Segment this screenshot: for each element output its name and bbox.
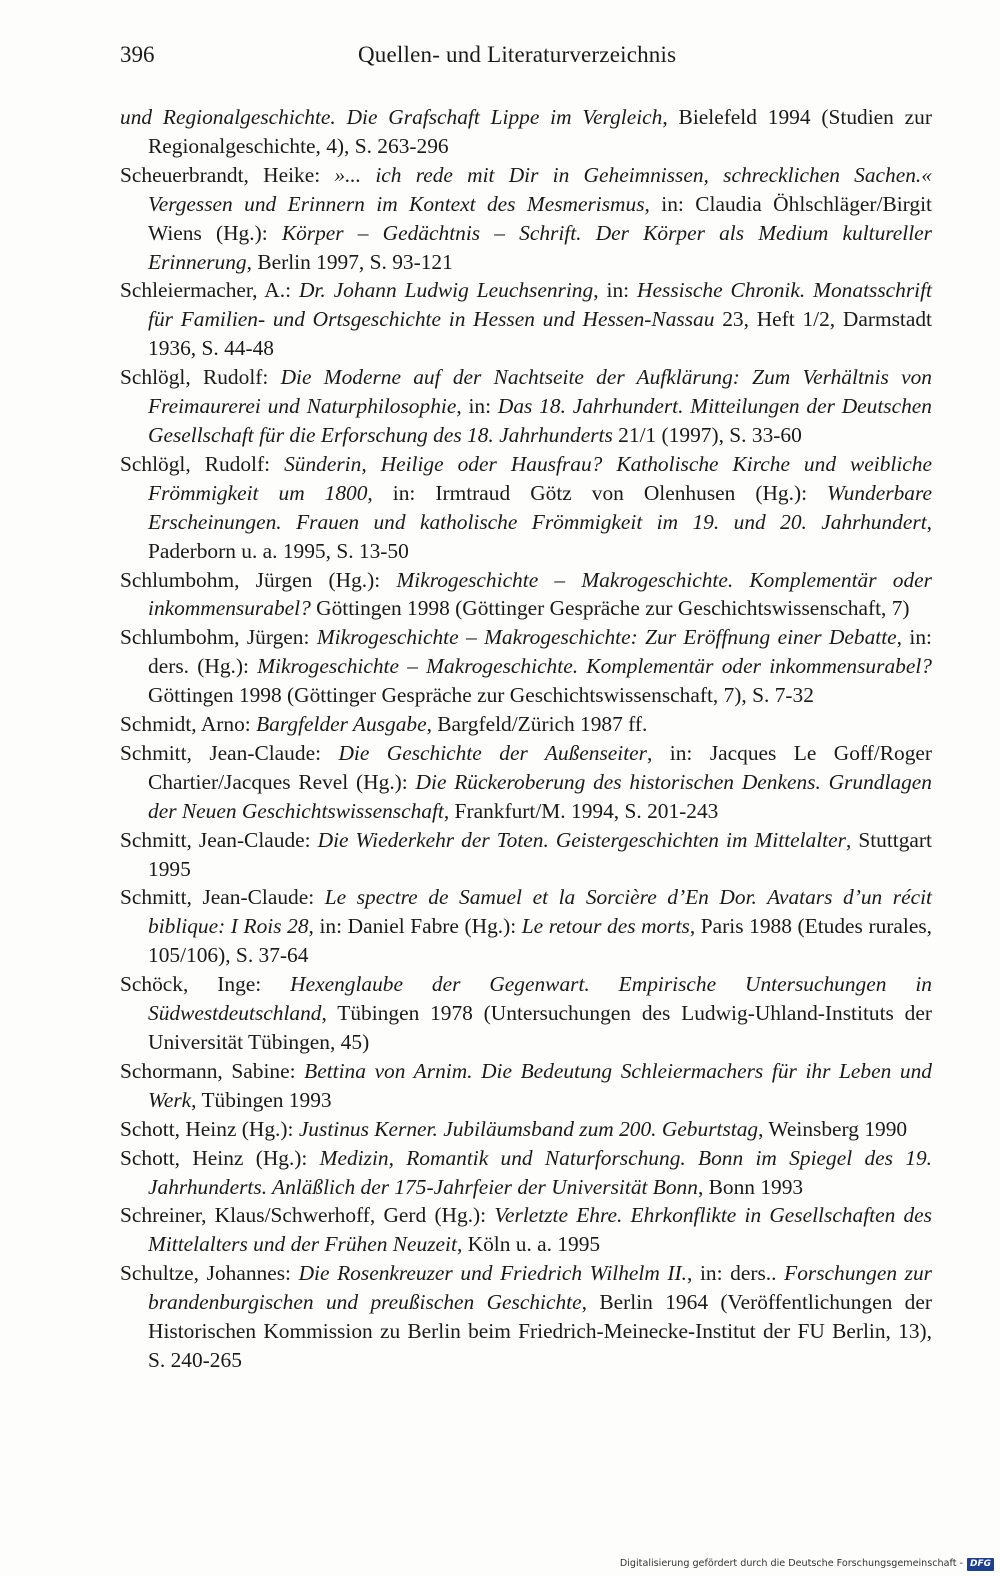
entry-text: Schmitt, Jean-Claude: — [120, 827, 318, 852]
bibliography-entry — [120, 710, 932, 739]
entry-text: Göttingen 1998 (Göttinger Gespräche zur Geschichtswissenschaft, 7), S. 7-32 — [148, 683, 814, 708]
entry-text: , Weinsberg 1990 — [758, 1116, 908, 1141]
entry-title-text: »... ich rede mit Dir in Geheimnissen, schrecklichen Sachen.« Vergessen und Erinnern im Kontext des Mesmerismus — [148, 162, 932, 216]
bibliography-entry — [120, 970, 932, 1057]
entry-text: , Paris 1988 (Etudes rurales, 105/106), S. 37-64 — [148, 914, 932, 968]
entry-title-text: Körper – Gedächtnis – Schrift. Der Körper als Medium kultureller Erinnerung — [148, 220, 933, 274]
entry-title-text: Wunderbare Erscheinungen. Frauen und katholische Frömmigkeit im 19. und 20. Jahrhundert — [148, 480, 932, 534]
page-header — [120, 38, 932, 72]
entry-text: Scheuerbrandt, Heike: — [120, 162, 335, 187]
footer-text: Digitalisierung gefördert durch die Deutsche Forschungsgemeinschaft - — [619, 1558, 963, 1569]
entry-title-text: Le retour des morts — [521, 914, 690, 939]
entry-text: Schultze, Johannes: — [120, 1261, 299, 1286]
entry-text: , in: — [593, 278, 638, 303]
entry-title-text: Bargfelder Ausgabe — [256, 712, 427, 737]
entry-text: Schott, Heinz (Hg.): — [120, 1145, 320, 1170]
entry-text: , in: Irmtraud Götz von Olenhusen (Hg.): — [367, 480, 828, 505]
entry-title-text: Das 18. Jahrhundert. Mitteilungen der Deutschen Gesellschaft für die Erforschung des 18. Jahrhunderts — [148, 394, 932, 447]
entry-title-text: Verletzte Ehre. Ehrkonflikte in Gesellschaften des Mittelalters und der Frühen Neuzeit — [148, 1203, 932, 1257]
entry-text: Schreiner, Klaus/Schwerhoff, Gerd (Hg.): — [120, 1203, 495, 1228]
bibliography-entry — [120, 739, 932, 826]
entry-text: , Bielefeld 1994 (Studien zur Regionalgeschichte, 4), S. 263-296 — [148, 105, 932, 158]
entry-text: Schleiermacher, A.: — [120, 278, 299, 303]
entry-text: , Berlin 1997, S. 93-121 — [246, 249, 453, 274]
entry-text: Schmidt, Arno: — [120, 712, 257, 737]
entry-text: , Tübingen 1993 — [191, 1087, 332, 1112]
entry-title-text: Hexenglaube der Gegenwart. Empirische Untersuchungen in Südwestdeutschland — [148, 972, 932, 1026]
entry-text: , in: — [456, 394, 498, 419]
bibliography-entry — [120, 450, 932, 566]
entry-title-text: Die Rosenkreuzer und Friedrich Wilhelm II. — [298, 1261, 687, 1286]
bibliography-entry — [120, 623, 932, 710]
entry-text: Schott, Heinz (Hg.): — [120, 1116, 299, 1141]
entry-text: Schlögl, Rudolf: — [120, 451, 285, 476]
entry-text: , Paderborn u. a. 1995, S. 13-50 — [148, 509, 932, 563]
entry-text: Schöck, Inge: — [120, 972, 291, 997]
entry-text: Schlumbohm, Jürgen (Hg.): — [120, 567, 397, 592]
bibliography-entry — [120, 161, 932, 277]
entry-title-text: Mikrogeschichte – Makrogeschichte: Zur Eröffnung einer Debatte — [316, 625, 897, 650]
entry-text: , Bonn 1993 — [697, 1174, 804, 1199]
entry-text: , in: Claudia Öhlschläger/Birgit Wiens (Hg.): — [148, 191, 933, 245]
entry-text: 21/1 (1997), S. 33-60 — [612, 422, 802, 447]
entry-text: Schlögl, Rudolf: — [120, 365, 281, 390]
entry-title-text: und Regionalgeschichte. Die Grafschaft Lippe im Vergleich — [120, 105, 663, 129]
bibliography-entry — [120, 826, 932, 884]
bibliography-entry — [120, 363, 932, 450]
entry-text: , Köln u. a. 1995 — [456, 1232, 601, 1257]
bibliography-entry — [120, 1144, 932, 1202]
entry-title-text: Die Geschichte der Außenseiter — [338, 740, 647, 765]
entry-text: , Berlin 1964 (Veröffentlichungen der Historischen Kommission zu Berlin beim Friedrich-Meinecke-Institut der FU Berlin, 13), S. 240-265 — [148, 1290, 932, 1372]
entry-title-text: Die Moderne auf der Nachtseite der Aufklärung: Zum Verhältnis von Freimaurerei und Naturphilosophie — [148, 365, 932, 419]
entry-text: , in: Daniel Fabre (Hg.): — [308, 914, 522, 939]
entry-text: , in: ders. (Hg.): — [148, 625, 933, 679]
page-number: 396 — [120, 42, 155, 67]
entry-title-text: Mikrogeschichte – Makrogeschichte. Komplementär oder inkommensurabel? — [148, 567, 932, 621]
entry-title-text: Bettina von Arnim. Die Bedeutung Schleiermachers für ihr Leben und Werk — [148, 1058, 932, 1112]
bibliography-list — [120, 103, 932, 1375]
entry-title-text: Forschungen zur brandenburgischen und preußischen Geschichte — [148, 1261, 932, 1315]
running-head: Quellen- und Literaturverzeichnis — [358, 42, 677, 67]
entry-text: Schmitt, Jean-Claude: — [120, 740, 339, 765]
digitization-footer — [620, 1556, 994, 1572]
bibliography-entry — [120, 1115, 932, 1144]
dfg-logo: DFG — [967, 1558, 994, 1571]
entry-text: , Stuttgart 1995 — [148, 827, 932, 881]
entry-text: , in: ders.. — [687, 1261, 785, 1286]
bibliography-entry — [120, 1259, 932, 1375]
entry-text: , Tübingen 1978 (Untersuchungen des Ludwig-Uhland-Instituts der Universität Tübingen, 45) — [148, 1001, 932, 1054]
entry-text: Schmitt, Jean-Claude: — [120, 885, 325, 910]
bibliography-entry — [120, 883, 932, 970]
entry-text: Schormann, Sabine: — [120, 1058, 305, 1083]
entry-title-text: Dr. Johann Ludwig Leuchsenring — [298, 278, 594, 303]
entry-title-text: Medizin, Romantik und Naturforschung. Bonn im Spiegel des 19. Jahrhunderts. Anläßlich der 175-Jahrfeier der Universität Bonn — [148, 1145, 932, 1199]
entry-text: , Bargfeld/Zürich 1987 ff. — [426, 712, 648, 737]
bibliography-entry — [120, 1201, 932, 1259]
bibliography-entry — [120, 566, 932, 624]
entry-title-text: Die Rückeroberung des historischen Denkens. Grundlagen der Neuen Geschichtswissenschaft — [148, 769, 932, 823]
entry-text: Göttingen 1998 (Göttinger Gespräche zur Geschichtswissenschaft, 7) — [310, 596, 910, 621]
entry-text: , Frankfurt/M. 1994, S. 201-243 — [443, 798, 719, 823]
entry-title-text: Justinus Kerner. Jubiläumsband zum 200. Geburtstag — [298, 1116, 759, 1141]
bibliography-entry — [120, 103, 932, 161]
bibliography-entry — [120, 1057, 932, 1115]
entry-text: 23, Heft 1/2, Darmstadt 1936, S. 44-48 — [148, 307, 933, 361]
entry-title-text: Hessische Chronik. Monatsschrift für Familien- und Ortsgeschichte in Hessen und Hessen-Nassau — [148, 278, 932, 332]
entry-text: , in: Jacques Le Goff/Roger Chartier/Jacques Revel (Hg.): — [148, 740, 933, 794]
entry-title-text: Die Wiederkehr der Toten. Geistergeschichten im Mittelalter — [317, 827, 846, 852]
entry-title-text: Mikrogeschichte – Makrogeschichte. Komplementär oder inkommensurabel? — [257, 654, 932, 679]
entry-title-text: Le spectre de Samuel et la Sorcière d’En Dor. Avatars d’un récit biblique: I Rois 28 — [148, 885, 932, 939]
entry-text: Schlumbohm, Jürgen: — [120, 625, 317, 650]
entry-title-text: Sünderin, Heilige oder Hausfrau? Katholische Kirche und weibliche Frömmigkeit um 1800 — [148, 451, 932, 505]
bibliography-entry — [120, 276, 932, 363]
